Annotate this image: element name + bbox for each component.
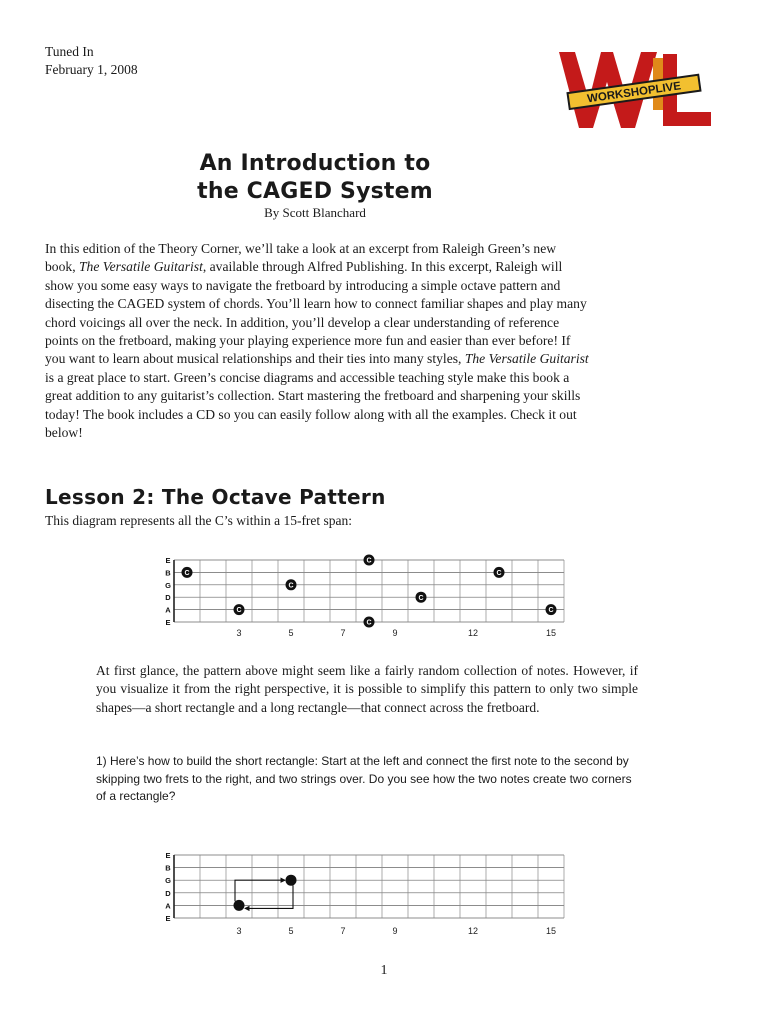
- note-label: C: [548, 607, 554, 615]
- note-label: C: [418, 594, 424, 602]
- arrow-up-right: [235, 880, 285, 901]
- workshoplive-logo: [553, 50, 715, 130]
- lesson-description: This diagram represents all the C’s within a 15-fret span:: [45, 513, 353, 528]
- intro-paragraph: [45, 240, 590, 442]
- fret-marker-9: 9: [392, 926, 398, 936]
- fret-marker-9: 9: [392, 628, 398, 638]
- article-title: [0, 150, 630, 206]
- fretboard-diagram-short-rectangle: [162, 848, 567, 940]
- intro-text-2: , available through Alfred Publishing. In this excerpt, Raleigh will show you some easy ways to navigate the fretboard by introducing a simple octave pattern and disecting the CAGED system of chords. You’ll learn how to connect familiar shapes and play many chord voicings all over the neck. In addition, you’ll develop a clear understanding of reference points on the fretboard, making your playing experience more fun and easier than ever before! If you want to learn about musical relationships and their ties into many styles,: [45, 259, 587, 367]
- publication-date: February 1, 2008: [45, 62, 138, 77]
- title-line-1: An Introduction to: [199, 151, 431, 176]
- book-title-link-2: The Versatile Guitarist: [464, 351, 589, 367]
- string-label-e: E: [165, 556, 171, 565]
- explanation-paragraph: At first glance, the pattern above might seem like a fairly random collection of notes. However, if you visualize it from the right perspective, it is possible to simplify this pattern to only two simple shapes—a short rectangle and a long rectangle—that connect across the fretboard.: [96, 663, 638, 715]
- string-label-d: D: [165, 593, 171, 603]
- note-label: C: [496, 570, 502, 577]
- note-label: C: [366, 557, 372, 565]
- note-label: C: [236, 607, 242, 615]
- fret-marker-15: 15: [545, 628, 557, 638]
- string-label-b: B: [165, 568, 171, 578]
- string-label-b: B: [165, 863, 171, 873]
- note-marker: [286, 875, 297, 886]
- string-label-e: E: [165, 618, 171, 627]
- fret-marker-7: 7: [340, 628, 346, 638]
- fretboard-diagram-octave-pattern: [162, 553, 567, 640]
- fret-marker-5: 5: [288, 628, 294, 638]
- note-marker: [234, 900, 245, 911]
- fret-marker-7: 7: [340, 926, 346, 936]
- page-number: 1: [380, 963, 388, 978]
- step-1-paragraph: 1) Here’s how to build the short rectangle: Start at the left and connect the first note to the second by skipping two frets to the right, and two strings over. Do you see how the two notes create two corners of a rectangle?: [96, 754, 632, 803]
- article-byline: By Scott Blanchard: [264, 205, 366, 220]
- string-label-a: A: [165, 901, 171, 911]
- note-label: C: [288, 582, 294, 590]
- fret-marker-3: 3: [236, 926, 242, 936]
- string-label-g: G: [165, 580, 171, 590]
- string-label-e: E: [165, 851, 171, 860]
- title-line-2: the CAGED System: [197, 179, 433, 204]
- intro-text-3: is a great place to start. Green’s concise diagrams and accessible teaching style make this book a great addition to any guitarist’s collection. Start mastering the fretboard and sharpening your skills today! The book includes a CD so you can easily follow along with all the examples. Check it out below!: [45, 369, 581, 441]
- string-label-d: D: [165, 888, 171, 898]
- fret-marker-3: 3: [236, 628, 242, 638]
- string-label-a: A: [165, 605, 171, 615]
- logo-text: WORKSHOPLIVE: [586, 80, 682, 106]
- fret-marker-12: 12: [467, 628, 479, 638]
- book-title-link: The Versatile Guitarist: [78, 259, 203, 275]
- string-label-e: E: [165, 914, 171, 923]
- fret-marker-12: 12: [467, 926, 479, 936]
- lesson-heading: Lesson 2: The Octave Pattern: [45, 485, 386, 509]
- string-label-g: G: [165, 876, 171, 886]
- intro-text-1: In this edition of the Theory Corner, we’ll take a look at an excerpt from Raleigh Green’s new book,: [45, 241, 557, 275]
- note-label: C: [366, 619, 372, 627]
- publication-name: Tuned In: [45, 44, 94, 59]
- fret-marker-5: 5: [288, 926, 294, 936]
- note-label: C: [184, 570, 190, 577]
- article-meta: [45, 43, 138, 79]
- fret-marker-15: 15: [545, 926, 557, 936]
